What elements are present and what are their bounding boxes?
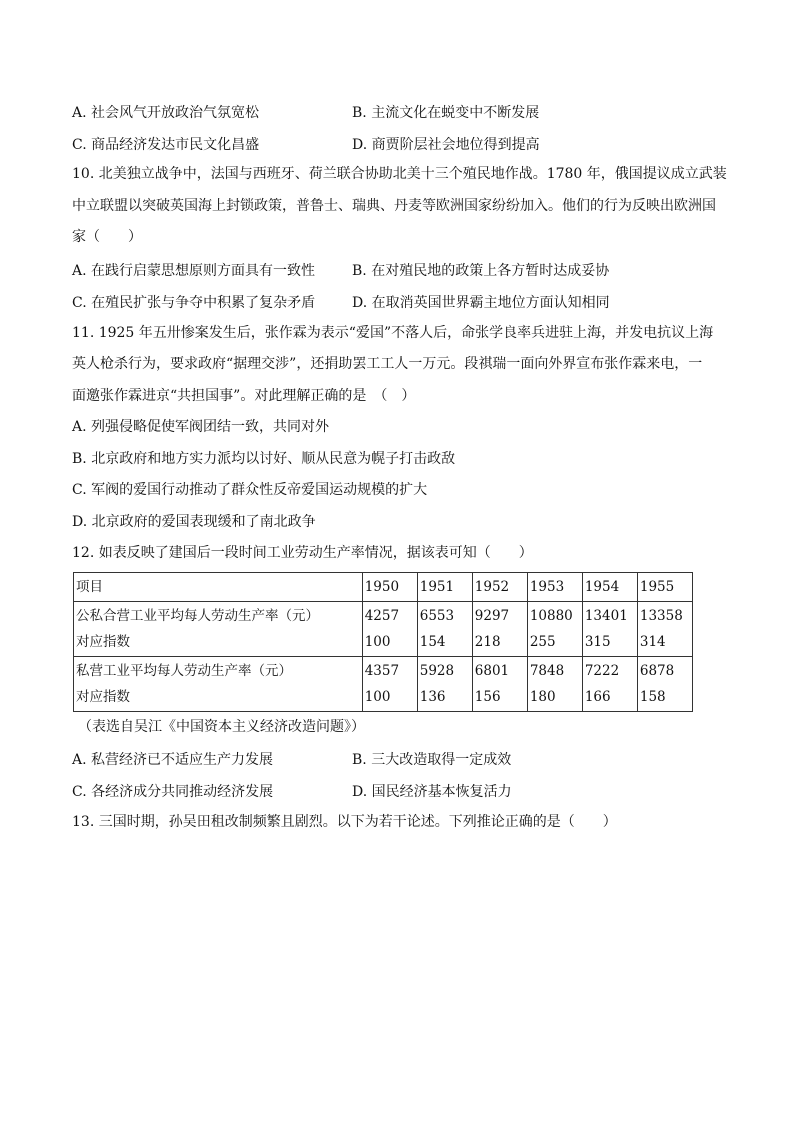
cell-index: 255 bbox=[529, 633, 556, 650]
q10-option-d: D. 在取消英国世界霸主地位方面认知相同 bbox=[352, 294, 610, 311]
q13-stem: 13. 三国时期，孙吴田租改制频繁且剧烈。以下为若干论述。下列推论正确的是（ ） bbox=[72, 813, 617, 830]
cell-value: 13358 bbox=[639, 607, 683, 624]
cell-index: 154 bbox=[419, 633, 446, 650]
cell-index: 218 bbox=[474, 633, 501, 650]
row-label-index: 对应指数 bbox=[76, 633, 130, 650]
table-row-private bbox=[74, 656, 693, 711]
q12-option-b: B. 三大改造取得一定成效 bbox=[352, 751, 512, 768]
q12-options-row-1 bbox=[72, 743, 722, 775]
cell-value: 7848 bbox=[529, 662, 565, 679]
table-cell bbox=[417, 601, 472, 656]
cell-value: 6553 bbox=[419, 607, 455, 624]
cell-value: 7222 bbox=[584, 662, 620, 679]
q11-option-a: A. 列强侵略促使军阀团结一致，共同对外 bbox=[72, 419, 330, 435]
q10-options-row-2 bbox=[72, 286, 722, 318]
table-cell bbox=[362, 656, 417, 711]
q10-stem-line-3: 家（ ） bbox=[72, 229, 142, 245]
q10-stem-line-2: 中立联盟以突破英国海上封锁政策，普鲁士、瑞典、丹麦等欧洲国家纷纷加入。他们的行为反映出欧洲国 bbox=[72, 197, 716, 214]
q12-option-a: A. 私营经济已不适应生产力发展 bbox=[72, 751, 274, 768]
cell-value: 4257 bbox=[364, 607, 400, 624]
cell-index: 136 bbox=[419, 688, 446, 705]
q9-options-row-2 bbox=[72, 128, 722, 160]
q10-option-c: C. 在殖民扩张与争夺中积累了复杂矛盾 bbox=[72, 294, 316, 311]
table-cell bbox=[472, 601, 527, 656]
table-cell bbox=[417, 656, 472, 711]
table-year: 1952 bbox=[472, 572, 527, 601]
table-source: （表选自吴江《中国资本主义经济改造问题》） bbox=[78, 718, 365, 735]
cell-value: 6878 bbox=[639, 662, 675, 679]
q10-stem-line-1: 10. 北美独立战争中，法国与西班牙、荷兰联合协助北美十三个殖民地作战。1780 年，俄国提议成立武装 bbox=[72, 166, 727, 182]
q12-stem: 12. 如表反映了建国后一段时间工业劳动生产率情况，据该表可知（ ） bbox=[72, 545, 533, 561]
cell-index: 156 bbox=[474, 688, 501, 705]
productivity-table bbox=[73, 572, 693, 712]
q12-option-d: D. 国民经济基本恢复活力 bbox=[352, 783, 512, 800]
q10-option-b: B. 在对殖民地的政策上各方暂时达成妥协 bbox=[352, 262, 610, 279]
cell-index: 100 bbox=[364, 633, 391, 650]
table-row-label bbox=[74, 601, 363, 656]
q11-stem-line-1: 11. 1925 年五卅惨案发生后，张作霖为表示“爱国”不落人后，命张学良率兵进驻上海，并发电抗议上海 bbox=[72, 324, 714, 341]
table-cell bbox=[362, 601, 417, 656]
table-cell bbox=[527, 656, 582, 711]
q9-option-d: D. 商贾阶层社会地位得到提高 bbox=[352, 137, 540, 153]
table-year: 1955 bbox=[637, 572, 692, 601]
table-header-row bbox=[74, 572, 693, 601]
row-label-productivity: 公私合营工业平均每人劳动生产率（元） bbox=[76, 607, 319, 624]
table-cell bbox=[582, 656, 637, 711]
table-cell bbox=[527, 601, 582, 656]
q11-option-c: C. 军阀的爱国行动推动了群众性反帝爱国运动规模的扩大 bbox=[72, 482, 428, 498]
table-year: 1951 bbox=[417, 572, 472, 601]
row-label-productivity: 私营工业平均每人劳动生产率（元） bbox=[76, 662, 292, 679]
table-year: 1953 bbox=[527, 572, 582, 601]
table-row-label bbox=[74, 656, 363, 711]
table-year: 1950 bbox=[362, 572, 417, 601]
cell-index: 314 bbox=[639, 633, 666, 650]
table-row-public-private bbox=[74, 601, 693, 656]
q11-stem-line-3: 面邀张作霖进京“共担国事”。对此理解正确的是 （ ） bbox=[72, 387, 416, 404]
table-cell bbox=[637, 601, 692, 656]
q11-stem-line-2: 英人枪杀行为，要求政府“据理交涉”，还捐助罢工工人一万元。段祺瑞一面向外界宣布张作霖来电，一 bbox=[72, 356, 703, 372]
cell-index: 180 bbox=[529, 688, 556, 705]
table-cell bbox=[637, 656, 692, 711]
q10-option-a: A. 在践行启蒙思想原则方面具有一致性 bbox=[72, 262, 316, 279]
table-cell bbox=[582, 601, 637, 656]
q11-option-b: B. 北京政府和地方实力派均以讨好、顺从民意为幌子打击政敌 bbox=[72, 450, 456, 467]
q9-option-a: A. 社会风气开放政治气氛宽松 bbox=[72, 105, 260, 121]
cell-index: 100 bbox=[364, 688, 391, 705]
exam-page bbox=[72, 96, 727, 838]
cell-index: 158 bbox=[639, 688, 666, 705]
q9-option-c: C. 商品经济发达市民文化昌盛 bbox=[72, 137, 260, 153]
row-label-index: 对应指数 bbox=[76, 688, 130, 705]
cell-value: 5928 bbox=[419, 662, 455, 679]
cell-value: 13401 bbox=[584, 607, 628, 624]
q12-option-c: C. 各经济成分共同推动经济发展 bbox=[72, 783, 274, 800]
cell-value: 4357 bbox=[364, 662, 400, 679]
cell-value: 6801 bbox=[474, 662, 510, 679]
cell-index: 166 bbox=[584, 688, 611, 705]
q9-option-b: B. 主流文化在蜕变中不断发展 bbox=[352, 105, 540, 121]
cell-index: 315 bbox=[584, 633, 611, 650]
table-cell bbox=[472, 656, 527, 711]
table-header-label: 项目 bbox=[74, 572, 363, 601]
q12-options-row-2 bbox=[72, 775, 722, 807]
table-year: 1954 bbox=[582, 572, 637, 601]
q9-options-row-1 bbox=[72, 96, 722, 128]
q10-options-row-1 bbox=[72, 254, 722, 286]
cell-value: 10880 bbox=[529, 607, 573, 624]
q11-option-d: D. 北京政府的爱国表现缓和了南北政争 bbox=[72, 513, 316, 530]
cell-value: 9297 bbox=[474, 607, 510, 624]
